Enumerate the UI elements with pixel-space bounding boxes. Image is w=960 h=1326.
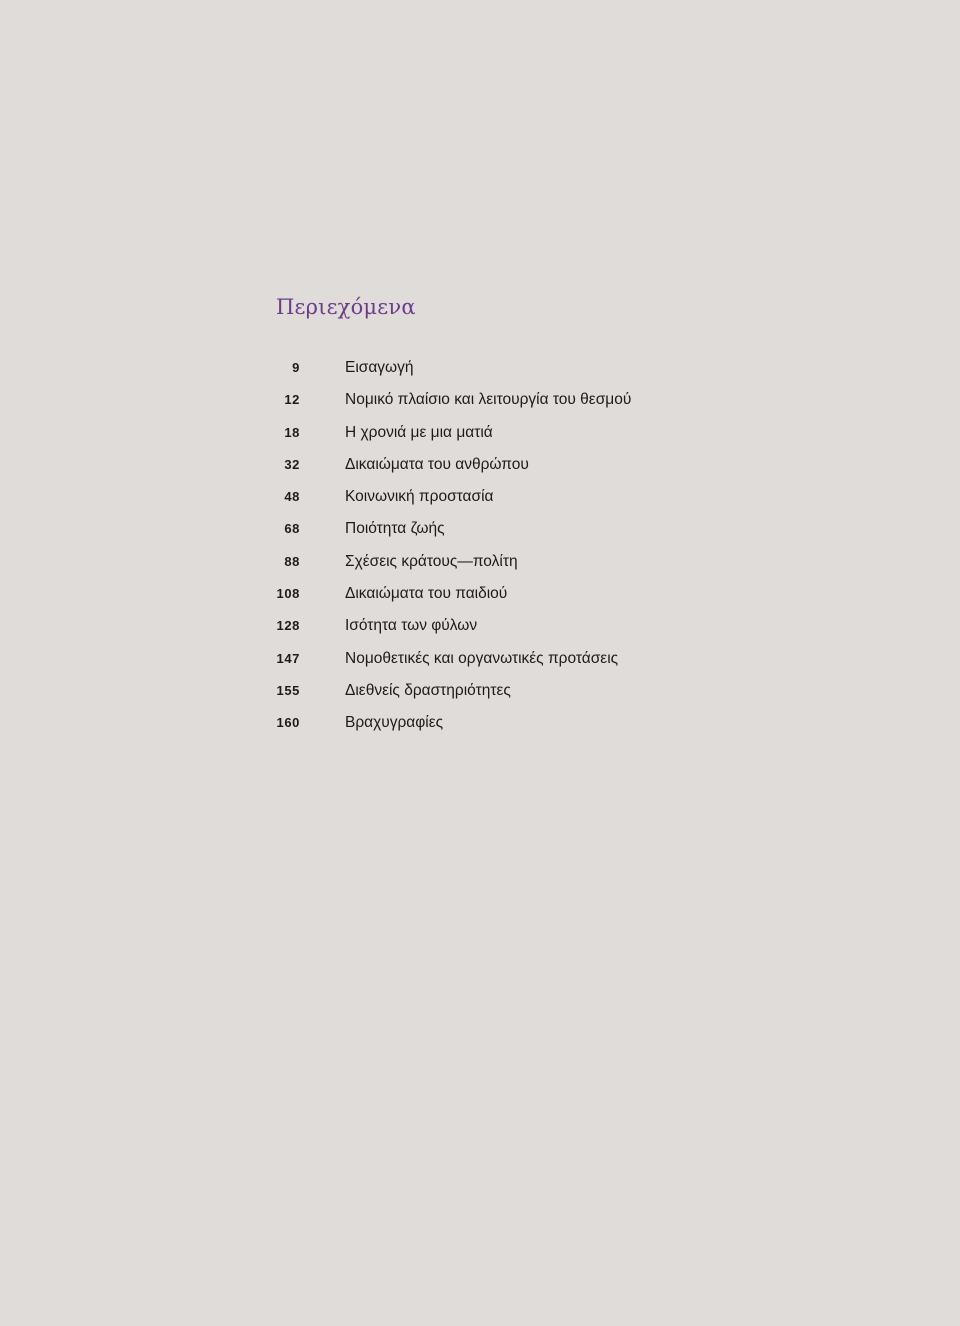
toc-page-number: 18 [284, 424, 300, 440]
toc-entry-label: Δικαιώματα του ανθρώπου [345, 455, 529, 473]
toc-entry[interactable] [270, 484, 830, 516]
toc-page-number: 128 [276, 618, 300, 634]
toc-entry-label: Βραχυγραφίες [345, 714, 444, 732]
toc-entry[interactable] [270, 613, 830, 645]
toc-entry-label: Νομικό πλαίσιο και λειτουργία του θεσμού [345, 391, 632, 409]
toc-entry-label: Κοινωνική προστασία [345, 488, 494, 506]
toc-page-number: 108 [276, 586, 300, 602]
page-title: Περιεχόμενα [276, 295, 416, 319]
toc-page-number: 155 [276, 682, 300, 698]
toc-entry-label: Ισότητα των φύλων [345, 617, 478, 635]
toc-entry[interactable] [270, 710, 830, 742]
table-of-contents [270, 355, 830, 743]
toc-entry[interactable] [270, 581, 830, 613]
toc-entry[interactable] [270, 452, 830, 484]
toc-page-number: 68 [284, 521, 300, 537]
toc-entry[interactable] [270, 420, 830, 452]
toc-page-number: 9 [292, 360, 300, 375]
toc-page-number: 48 [284, 489, 300, 505]
toc-entry-label: Διεθνείς δραστηριότητες [345, 681, 511, 699]
toc-page-number: 32 [284, 456, 300, 472]
toc-page-number: 88 [284, 553, 300, 569]
toc-entry-label: Η χρονιά με μια ματιά [345, 423, 493, 441]
toc-entry-label: Σχέσεις κράτους—πολίτη [345, 552, 518, 570]
toc-entry-label: Νομοθετικές και οργανωτικές προτάσεις [345, 649, 619, 667]
toc-entry[interactable] [270, 678, 830, 710]
toc-entry-label: Εισαγωγή [345, 359, 414, 376]
toc-page-number: 160 [276, 715, 300, 731]
toc-entry-label: Δικαιώματα του παιδιού [345, 585, 508, 603]
toc-entry[interactable] [270, 516, 830, 548]
toc-entry[interactable] [270, 355, 830, 387]
toc-page-number: 12 [284, 392, 300, 408]
toc-entry-label: Ποιότητα ζωής [345, 520, 445, 538]
toc-entry[interactable] [270, 646, 830, 678]
toc-entry[interactable] [270, 549, 830, 581]
toc-entry[interactable] [270, 387, 830, 419]
toc-page-number: 147 [276, 650, 300, 666]
